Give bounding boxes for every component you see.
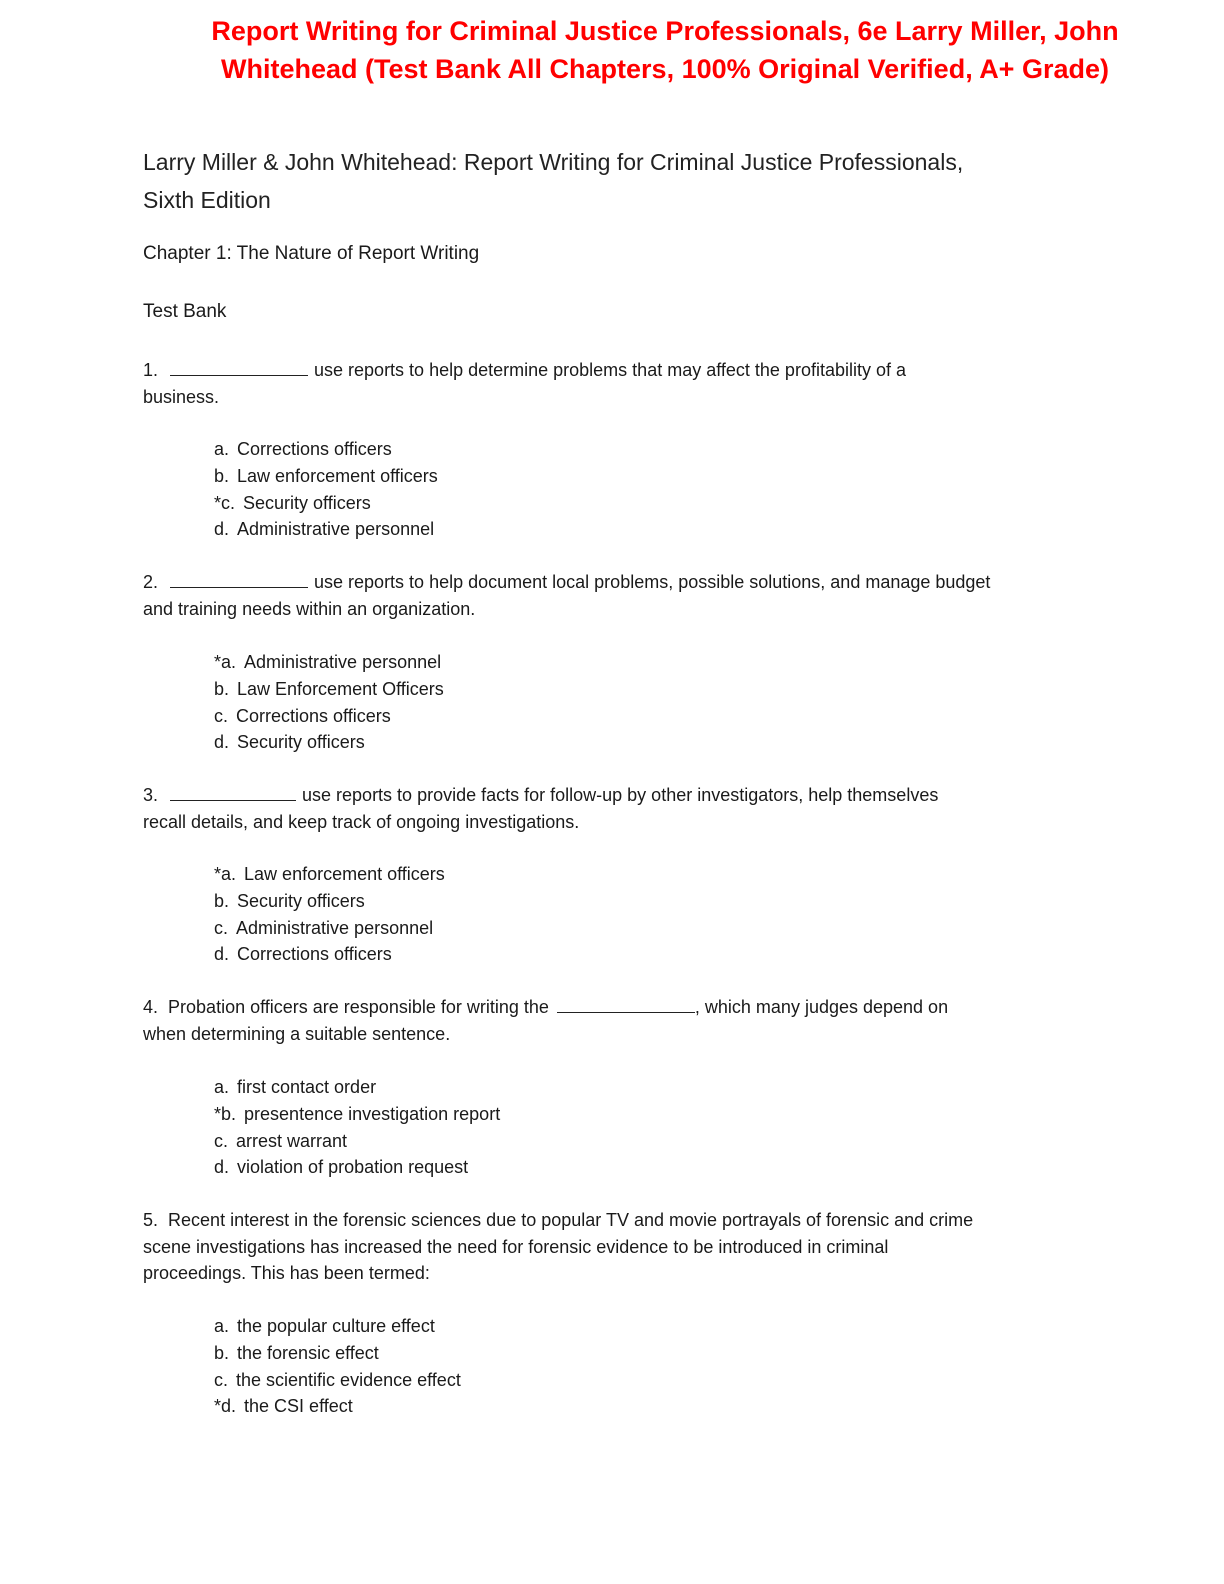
option-letter: b. [214, 1342, 230, 1363]
option[interactable] [214, 463, 438, 490]
banner-line-2: Whitehead (Test Bank All Chapters, 100% Original Verified, A+ Grade) [221, 54, 1109, 84]
question-number: 5. [143, 1210, 159, 1230]
option[interactable] [214, 1128, 500, 1155]
option[interactable] [214, 1313, 461, 1340]
question-5-options [214, 1313, 461, 1420]
option-letter: a. [214, 439, 230, 459]
option[interactable] [214, 436, 438, 463]
promo-banner [160, 12, 1170, 88]
question-text-line-3: proceedings. This has been termed: [143, 1263, 430, 1284]
option-letter: d. [214, 1157, 230, 1178]
question-text-line-2: scene investigations has increased the need for forensic evidence to be introduced in criminal [143, 1236, 889, 1257]
question-3 [143, 782, 1083, 835]
option[interactable] [214, 1154, 500, 1181]
question-text: use reports to provide facts for follow-up by other investigators, help themselves [302, 785, 939, 805]
option-text: Corrections officers [236, 705, 391, 726]
option[interactable] [214, 861, 445, 888]
option[interactable] [214, 676, 444, 703]
question-text: use reports to help document local problems, possible solutions, and manage budget [314, 572, 991, 592]
question-text-continued: and training needs within an organization. [143, 598, 476, 619]
option[interactable] [214, 490, 438, 517]
option-text: presentence investigation report [244, 1103, 501, 1124]
option[interactable] [214, 941, 445, 968]
option-text: the CSI effect [244, 1396, 353, 1417]
question-4-options [214, 1074, 500, 1181]
section-heading: Test Bank [143, 301, 227, 322]
question-1 [143, 357, 1083, 410]
banner-line-1: Report Writing for Criminal Justice Professionals, 6e Larry Miller, John [211, 16, 1119, 46]
option-letter: *c. [214, 492, 236, 513]
option-letter: d. [214, 519, 230, 540]
option-text: Security officers [243, 492, 371, 513]
document-title-line-2: Sixth Edition [143, 187, 271, 213]
document-title-line-1: Larry Miller & John Whitehead: Report Writing for Criminal Justice Professionals, [143, 149, 964, 175]
option-text: Law Enforcement Officers [237, 678, 444, 699]
option-letter: *a. [214, 864, 237, 884]
question-4 [143, 994, 1083, 1047]
question-number: 3. [143, 785, 159, 805]
option-letter: b. [214, 678, 230, 699]
option[interactable] [214, 1074, 500, 1101]
option[interactable] [214, 888, 445, 915]
question-text-continued: business. [143, 386, 220, 407]
question-1-options [214, 436, 438, 543]
question-number: 4. [143, 997, 159, 1017]
option[interactable] [214, 649, 444, 676]
question-5 [143, 1207, 1083, 1287]
question-text: Probation officers are responsible for writing the [168, 997, 549, 1017]
option-text: arrest warrant [236, 1130, 348, 1151]
option-letter: *b. [214, 1103, 237, 1124]
answer-blank [170, 783, 296, 801]
option-text: the popular culture effect [237, 1316, 435, 1336]
option-letter: a. [214, 1316, 230, 1336]
option-text: Corrections officers [237, 944, 392, 965]
option-text: Corrections officers [237, 439, 392, 459]
option-text: Administrative personnel [244, 652, 442, 672]
option[interactable] [214, 915, 445, 942]
option-text: Security officers [237, 732, 365, 753]
option-letter: c. [214, 1130, 229, 1151]
option-letter: *d. [214, 1396, 237, 1417]
option[interactable] [214, 729, 444, 756]
option[interactable] [214, 703, 444, 730]
option-letter: *a. [214, 652, 237, 672]
option-text: the forensic effect [237, 1342, 379, 1363]
question-2 [143, 569, 1083, 622]
option-text: Law enforcement officers [244, 864, 445, 884]
option-letter: c. [214, 917, 229, 938]
option-text: Law enforcement officers [237, 465, 438, 486]
option[interactable] [214, 1393, 461, 1420]
question-text-continued: recall details, and keep track of ongoing investigations. [143, 811, 580, 832]
question-3-options [214, 861, 445, 968]
question-text: use reports to help determine problems that may affect the profitability of a [314, 360, 906, 380]
chapter-heading: Chapter 1: The Nature of Report Writing [143, 243, 480, 264]
question-number: 2. [143, 572, 159, 592]
question-text-continued: when determining a suitable sentence. [143, 1023, 451, 1044]
option-text: violation of probation request [237, 1157, 469, 1178]
answer-blank [557, 995, 695, 1013]
option[interactable] [214, 1367, 461, 1394]
answer-blank [170, 358, 308, 376]
question-text: Recent interest in the forensic sciences due to popular TV and movie portrayals of forensic and crime [168, 1210, 974, 1230]
option-text: the scientific evidence effect [236, 1369, 461, 1390]
option[interactable] [214, 516, 438, 543]
option-text: Administrative personnel [236, 917, 434, 938]
option-letter: d. [214, 944, 230, 965]
option-letter: b. [214, 890, 230, 911]
option-letter: b. [214, 465, 230, 486]
question-number: 1. [143, 360, 159, 380]
document-title [143, 143, 1103, 219]
answer-blank [170, 570, 308, 588]
option-text: first contact order [237, 1077, 377, 1097]
option-text: Security officers [237, 890, 365, 911]
option-letter: c. [214, 1369, 229, 1390]
option-letter: c. [214, 705, 229, 726]
option-text: Administrative personnel [237, 519, 435, 540]
option-letter: d. [214, 732, 230, 753]
option-letter: a. [214, 1077, 230, 1097]
option[interactable] [214, 1101, 500, 1128]
option[interactable] [214, 1340, 461, 1367]
question-2-options [214, 649, 444, 756]
question-text-after-blank: , which many judges depend on [694, 997, 949, 1017]
